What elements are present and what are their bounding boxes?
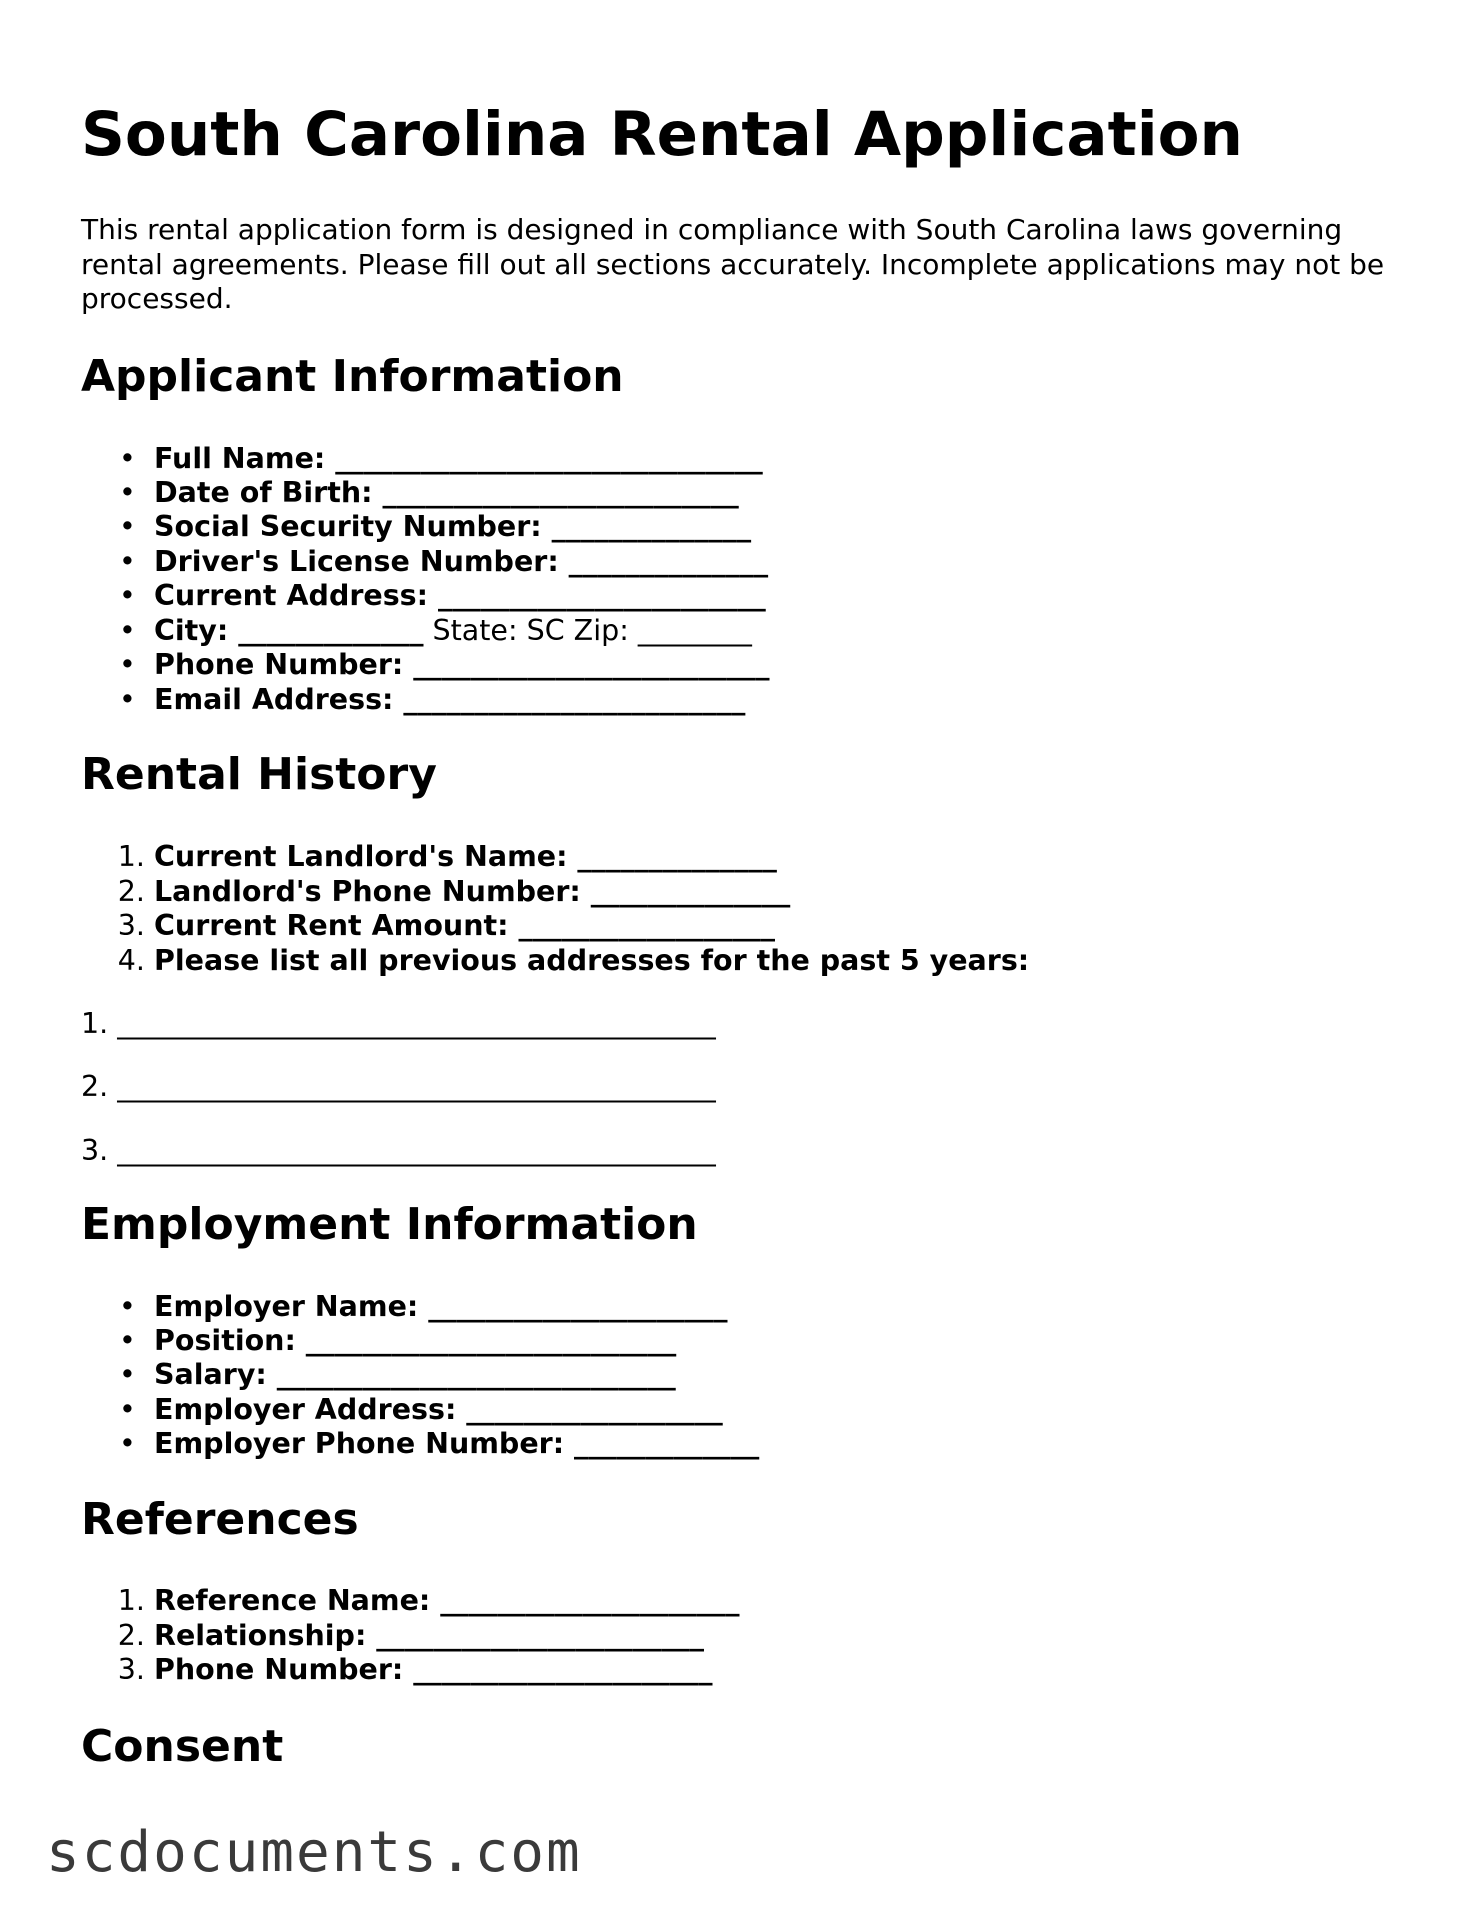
field-position: Position: __________________________ bbox=[154, 1324, 677, 1357]
bullet: • bbox=[119, 614, 136, 647]
field-city-state-zip bbox=[154, 614, 752, 649]
field-email-address: Email Address: ________________________ bbox=[154, 683, 746, 716]
bullet: • bbox=[119, 1393, 136, 1426]
field-current-rent: Current Rent Amount: __________________ bbox=[154, 909, 775, 942]
field-ssn: Social Security Number: ______________ bbox=[154, 510, 752, 543]
bullet: • bbox=[119, 683, 136, 716]
bullet: • bbox=[119, 510, 136, 543]
bullet: • bbox=[119, 476, 136, 509]
field-landlord-phone: Landlord's Phone Number: ______________ bbox=[154, 875, 791, 908]
field-landlord-name: Current Landlord's Name: ______________ bbox=[154, 840, 777, 873]
previous-address-line: 1. __________________________________________ bbox=[81, 1007, 716, 1040]
bullet: • bbox=[119, 1358, 136, 1391]
bullet: • bbox=[119, 442, 136, 475]
list-number: 2. bbox=[117, 875, 145, 908]
rental-history-heading: Rental History bbox=[81, 749, 437, 800]
list-number: 2. bbox=[117, 1619, 145, 1652]
field-reference-name: Reference Name: _____________________ bbox=[154, 1584, 740, 1617]
field-salary: Salary: ____________________________ bbox=[154, 1358, 676, 1391]
intro-paragraph: This rental application form is designed in compliance with South Carolina laws governing rental agreements. Please fill out all sections accurately. Incomplete applications may not be processed. bbox=[81, 213, 1385, 315]
field-employer-address: Employer Address: __________________ bbox=[154, 1393, 723, 1426]
list-number: 1. bbox=[117, 1584, 145, 1617]
list-number: 3. bbox=[117, 1653, 145, 1686]
bullet: • bbox=[119, 1290, 136, 1323]
field-employer-name: Employer Name: _____________________ bbox=[154, 1290, 728, 1323]
bullet: • bbox=[119, 579, 136, 612]
page-title: South Carolina Rental Application bbox=[81, 99, 1243, 170]
city-label: City: _____________ bbox=[154, 614, 424, 647]
field-full-name: Full Name: ______________________________ bbox=[154, 442, 763, 475]
field-reference-phone: Phone Number: _____________________ bbox=[154, 1653, 713, 1686]
bullet: • bbox=[119, 648, 136, 681]
watermark-text: scdocuments.com bbox=[46, 1820, 582, 1885]
references-heading: References bbox=[81, 1494, 359, 1545]
previous-address-line: 3. __________________________________________ bbox=[81, 1134, 716, 1167]
bullet: • bbox=[119, 1324, 136, 1357]
list-number: 3. bbox=[117, 909, 145, 942]
field-employer-phone: Employer Phone Number: _____________ bbox=[154, 1427, 760, 1460]
applicant-heading: Applicant Information bbox=[81, 351, 624, 402]
previous-addresses-prompt: Please list all previous addresses for the past 5 years: bbox=[154, 944, 1030, 977]
state-zip-label: State: SC Zip: ________ bbox=[423, 614, 752, 647]
consent-heading: Consent bbox=[81, 1721, 284, 1772]
list-number: 1. bbox=[117, 840, 145, 873]
list-number: 4. bbox=[117, 944, 145, 977]
bullet: • bbox=[119, 545, 136, 578]
field-phone-number: Phone Number: _________________________ bbox=[154, 648, 770, 681]
field-relationship: Relationship: _______________________ bbox=[154, 1619, 705, 1652]
previous-address-line: 2. __________________________________________ bbox=[81, 1070, 716, 1103]
bullet: • bbox=[119, 1427, 136, 1460]
field-drivers-license: Driver's License Number: ______________ bbox=[154, 545, 769, 578]
employment-heading: Employment Information bbox=[81, 1199, 698, 1250]
field-current-address: Current Address: _______________________ bbox=[154, 579, 766, 612]
field-date-of-birth: Date of Birth: _________________________ bbox=[154, 476, 739, 509]
